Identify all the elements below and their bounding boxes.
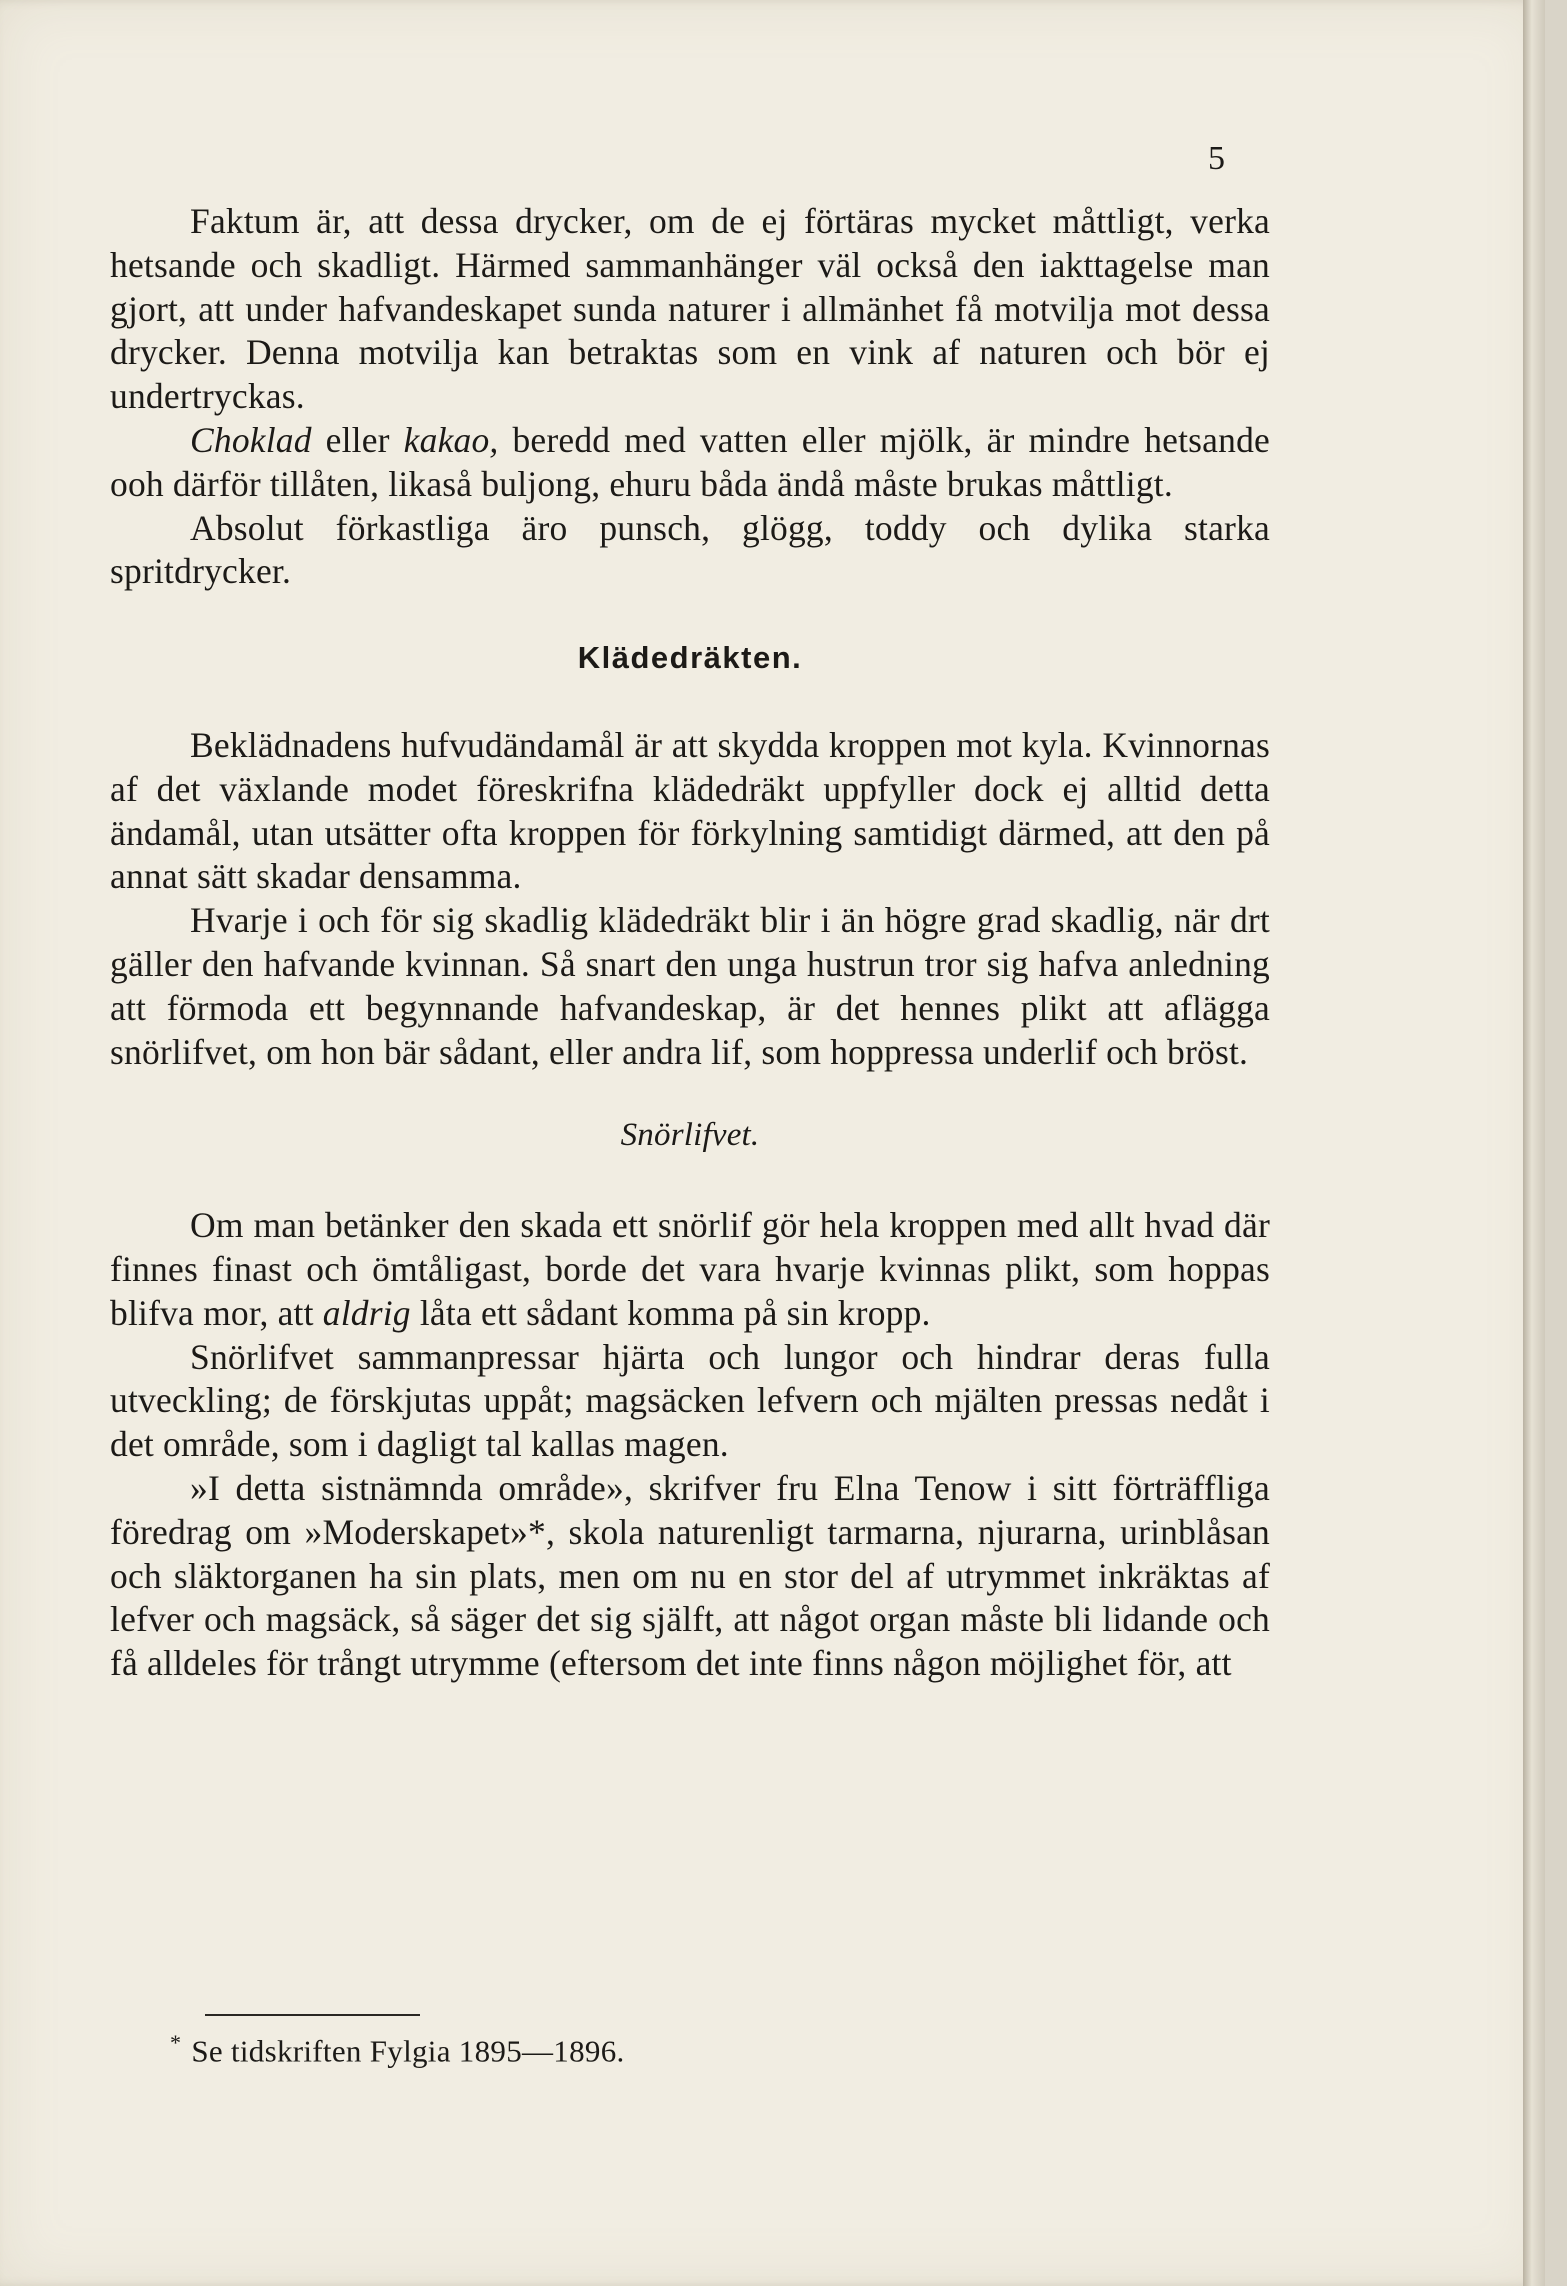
- text-fragment: eller: [311, 419, 404, 460]
- page-edge: [1523, 0, 1545, 2286]
- footnote-text: Se tidskriften Fylgia 1895—1896.: [191, 2033, 625, 2069]
- footnote-mark: *: [170, 2030, 182, 2055]
- text-fragment: Om man betänker den skada ett snörlif gör hela kroppen med allt hvad där finnes finast och ömtåligast, borde det vara hvarje kvinnas plikt, som hoppas blifva mor, att: [110, 1205, 1270, 1333]
- emphasis-kakao: kakao,: [403, 419, 499, 460]
- emphasis-choklad: Choklad: [190, 419, 312, 460]
- paragraph-bekladnadens: Beklädnadens hufvudändamål är att skydda kroppen mot kyla. Kvinnornas af det växlande modet föreskrifna klädedräkt uppfyller dock ej alltid detta ändamål, utan utsätter ofta kroppen för förkylning samtidigt därmed, att den på annat sätt skadar densamma.: [110, 724, 1270, 897]
- page-number: 5: [1208, 140, 1225, 177]
- paragraph-om-man: [110, 1204, 1270, 1335]
- paragraph-faktum: Faktum är, att dessa drycker, om de ej förtäras mycket måttligt, verka hetsande och skadligt. Härmed sammanhänger väl också den iakttagelse man gjort, att under hafvandeskapet sunda naturer i allmänhet få motvilja mot dessa drycker. Denna motvilja kan betraktas som en vink af naturen och bör ej undertryckas.: [110, 201, 1270, 417]
- paragraph-snorlifvet: Snörlifvet sammanpressar hjärta och lungor och hindrar deras fulla utveckling; de förskjutas uppåt; magsäcken lefvern och mjälten pressas nedåt i det område, som i dagligt tal kallas magen.: [110, 1336, 1270, 1465]
- footnote-divider: [205, 2014, 420, 2016]
- emphasis-aldrig: aldrig: [322, 1292, 411, 1333]
- paragraph-i-detta: »I detta sistnämnda område», skrifver fru Elna Tenow i sitt förträffliga föredrag om »Moderskapet»*, skola naturenligt tarmarna, njurarna, urinblåsan och släktorganen ha sin plats, men om nu en stor del af utrymmet inkräktas af lefver och magsäck, så säger det sig själft, att något organ måste bli lidande och få alldeles för trångt utrymme (eftersom det inte finns någon möjlighet för, att: [110, 1467, 1270, 1684]
- text-fragment: låta ett sådant komma på sin kropp.: [410, 1292, 931, 1333]
- section-heading-snorlifvet: Snörlifvet.: [620, 1117, 760, 1154]
- text-fragment: beredd med vatten eller mjölk, är mindre hetsande ooh därför tillåten, likaså buljong, ehuru båda ändå måste brukas måttligt.: [110, 419, 1270, 504]
- paragraph-choklad: [110, 419, 1270, 507]
- paragraph-absolut: Absolut förkastliga äro punsch, glögg, toddy och dylika starka spritdrycker.: [110, 507, 1270, 592]
- section-heading-kladedrakten: Klädedräkten.: [577, 640, 803, 676]
- footnote: [170, 2030, 625, 2069]
- body-text: [110, 200, 1270, 1686]
- paragraph-hvarje: Hvarje i och för sig skadlig klädedräkt blir i än högre grad skadlig, när drt gäller den hafvande kvinnan. Så snart den unga hustrun tror sig hafva anledning att förmoda ett begynnande hafvandeskap, är det hennes plikt att aflägga snörlifvet, om hon bär sådant, eller andra lif, som hoppressa underlif och bröst.: [110, 900, 1270, 1072]
